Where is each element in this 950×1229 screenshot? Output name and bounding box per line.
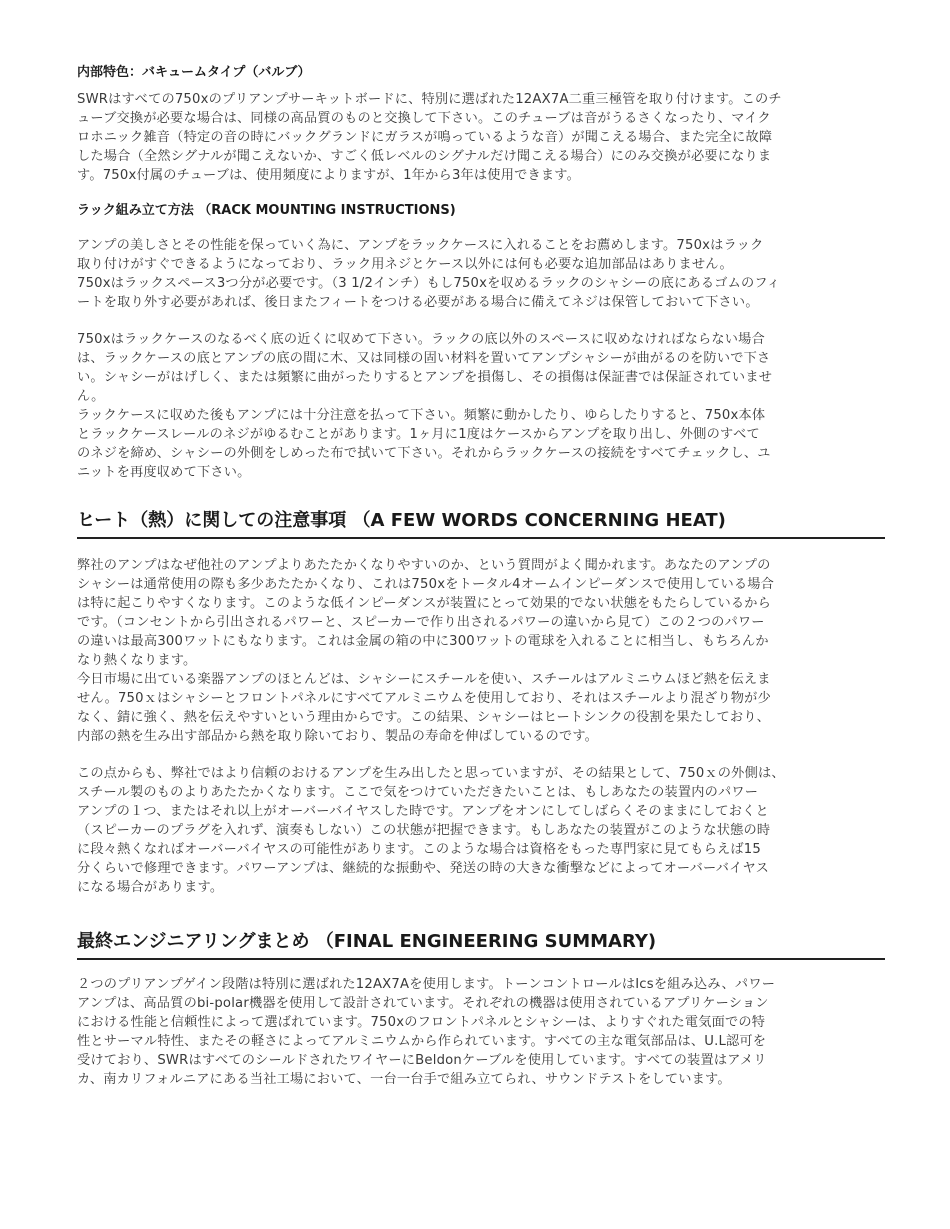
heading-underline: [77, 537, 885, 539]
text-line: における性能と信頼性によって選ばれています。750xのフロントパネルとシャシーは、よりすぐれた電気面での特: [77, 1015, 766, 1030]
text-line: なり熱くなります。: [77, 653, 197, 668]
section-heat-header: [77, 508, 885, 539]
text-line: スチール製のものよりあたたかくなります。ここで気をつけていただきたいことは、もしあなたの装置内のパワー: [77, 785, 759, 800]
text-line: シャシーは通常使用の際も多少あたたかくなり、これは750xをトータル4オームインピーダンスで使用している場合: [77, 577, 775, 592]
paragraph-rack-mounting-1: [77, 236, 885, 312]
text-line: 750xはラックスペース3つ分が必要です。（3 1/2インチ）もし750xを収めるラックのシャシーの底にあるゴムのフィ: [77, 276, 781, 291]
text-line: に段々熱くなればオーバーバイヤスの可能性があります。このような場合は資格をもった専門家に見てもらえば15: [77, 842, 761, 857]
section-heading-heat: ヒート（熱）に関しての注意事項 （A FEW WORDS CONCERNING HEAT): [77, 510, 726, 531]
text-line: 750xはラックケースのなるべく底の近くに収めて下さい。ラックの底以外のスペースに収めなければならない場合: [77, 332, 765, 347]
text-line: 今日市場に出ている楽器アンプのほとんどは、シャシーにスチールを使い、スチールはアルミニウムほど熱を伝えま: [77, 672, 771, 687]
text-line: 分くらいで修理できます。パワーアンプは、継続的な振動や、発送の時の大きな衝撃などによってオーバーバイヤス: [77, 861, 770, 876]
section-summary-header: [77, 929, 885, 960]
text-line: なく、錆に強く、熱を伝えやすいという理由からです。この結果、シャシーはヒートシンクの役割を果たしており、: [77, 710, 771, 725]
text-line: です。（コンセントから引出されるパワーと、スピーカーで作り出されるパワーの違いから見て）この２つのパワー: [77, 615, 765, 630]
heading-underline: [77, 958, 885, 960]
text-line: ニットを再度収めて下さい。: [77, 465, 251, 480]
text-line: は特に起こりやすくなります。このような低インピーダンスが装置にとって効果的でない状態をもたらしているから: [77, 596, 772, 611]
text-line: した場合（全然シグナルが聞こえないか、すごく低レベルのシグナルだけ聞こえる場合）にのみ交換が必要になりま: [77, 149, 772, 164]
paragraph-summary: [77, 975, 885, 1089]
text-line: カ、南カリフォルニアにある当社工場において、一台一台手で組み立てられ、サウンドテストをしています。: [77, 1072, 731, 1087]
section-heading-rack-mounting: ラック組み立て方法 （RACK MOUNTING INSTRUCTIONS): [77, 203, 456, 218]
text-line: SWRはすべての750xのプリアンプサーキットボードに、特別に選ばれた12AX7A二重三極管を取り付けます。このチ: [77, 92, 782, 107]
text-line: ラックケースに収めた後もアンプには十分注意を払って下さい。頻繁に動かしたり、ゆらしたりすると、750x本体: [77, 408, 766, 423]
text-line: ２つのプリアンプゲイン段階は特別に選ばれた12AX7Aを使用します。トーンコントロールはIcsを組み込み、パワー: [77, 977, 776, 992]
text-line: 取り付けがすぐできるようになっており、ラック用ネジとケース以外には何も必要な追加部品はありません。: [77, 257, 733, 272]
section-heading-summary: 最終エンジニアリングまとめ （FINAL ENGINEERING SUMMARY): [77, 931, 657, 952]
text-line: 性とサーマル特性、またその軽さによってアルミニウムから作られています。すべての主な電気部品は、U.L認可を: [77, 1034, 767, 1049]
paragraph-vacuum-tube: [77, 90, 885, 185]
text-line: 弊社のアンプはなぜ他社のアンプよりあたたかくなりやすいのか、という質問がよく聞かれます。あなたのアンプの: [77, 558, 771, 573]
text-line: ートを取り外す必要があれば、後日またフィートをつける必要がある場合に備えてネジは保管しておいて下さい。: [77, 295, 759, 310]
text-line: ロホニック雑音（特定の音の時にバックグランドにガラスが鳴っているような音）が聞こえる場合、また完全に故障: [77, 130, 773, 145]
text-line: になる場合があります。: [77, 880, 224, 895]
text-line: 内部の熱を生み出す部品から熱を取り除いており、製品の寿命を伸ばしているのです。: [77, 729, 599, 744]
text-line: この点からも、弊社ではより信頼のおけるアンプを生み出したと思っていますが、その結果として、750ｘの外側は、: [77, 766, 785, 781]
paragraph-heat-2: [77, 764, 885, 897]
text-line: のネジを締め、シャシーの外側をしめった布で拭いて下さい。それからラックケースの接続をすべてチェックし、ユ: [77, 446, 771, 461]
text-line: アンプの美しさとその性能を保っていく為に、アンプをラックケースに入れることをお薦めします。750xはラック: [77, 238, 764, 253]
paragraph-rack-mounting-2: [77, 330, 885, 482]
text-line: せん。750ｘはシャシーとフロントパネルにすべてアルミニウムを使用しており、それはスチールより混ざり物が少: [77, 691, 771, 706]
text-line: （スピーカーのプラグを入れず、演奏もしない）この状態が把握できます。もしあなたの装置がこのような状態の時: [77, 823, 771, 838]
text-line: は、ラックケースの底とアンプの底の間に木、又は同様の固い材料を置いてアンプシャシーが曲がるのを防いで下さ: [77, 351, 771, 366]
text-line: とラックケースレールのネジがゆるむことがあります。1ヶ月に1度はケースからアンプを取り出し、外側のすべて: [77, 427, 760, 442]
section-heading-vacuum-tube: 内部特色：バキュームタイプ（バルブ）: [77, 65, 311, 80]
text-line: ューブ交換が必要な場合は、同様の高品質のものと交換して下さい。このチューブは音がうるさくなったり、マイク: [77, 111, 771, 126]
text-line: 受けており、SWRはすべてのシールドされたワイヤーにBeldonケーブルを使用しています。すべての装置はアメリ: [77, 1053, 767, 1068]
text-line: の違いは最高300ワットにもなります。これは金属の箱の中に300ワットの電球を入れることに相当し、もちろんか: [77, 634, 769, 649]
text-line: アンプの１つ、またはそれ以上がオーバーバイヤスした時です。アンプをオンにしてしばらくそのままにしておくと: [77, 804, 769, 819]
text-line: い。シャシーがはげしく、または頻繁に曲がったりするとアンプを損傷し、その損傷は保証書では保証されていませ: [77, 370, 773, 385]
text-line: す。750x付属のチューブは、使用頻度によりますが、1年から3年は使用できます。: [77, 168, 580, 183]
paragraph-heat-1: [77, 556, 885, 746]
text-line: アンプは、高品質のbi-polar機器を使用して設計されています。それぞれの機器は使用されているアプリケーション: [77, 996, 769, 1011]
text-line: ん。: [77, 389, 105, 404]
